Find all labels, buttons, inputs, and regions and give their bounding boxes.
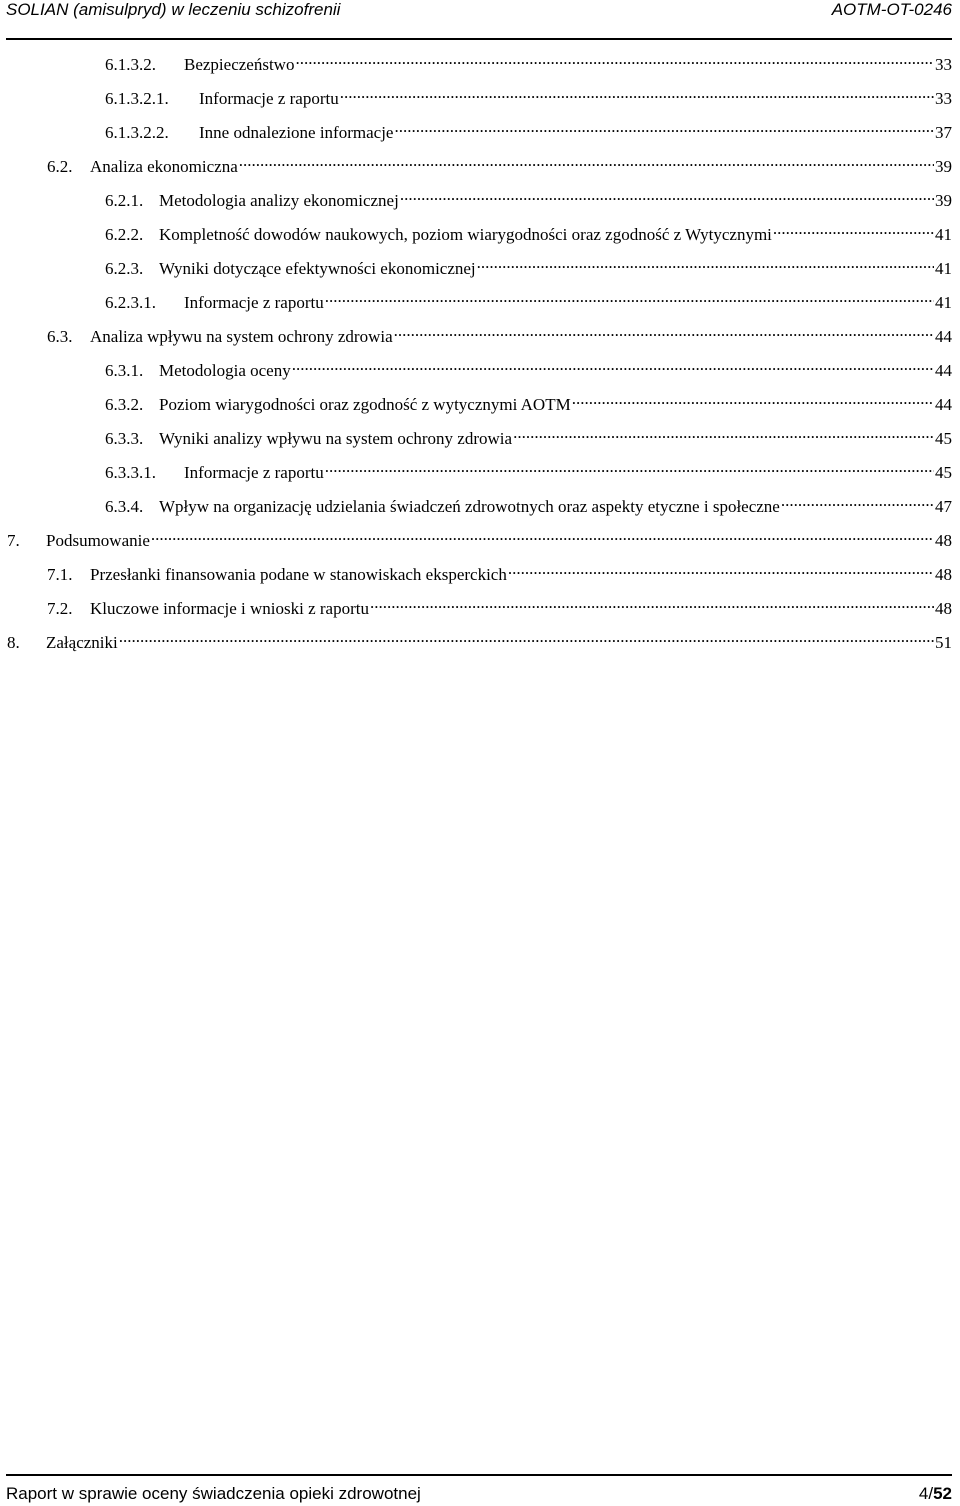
toc-dot-leader bbox=[325, 456, 934, 478]
toc-entry-page: 39 bbox=[935, 191, 952, 210]
toc-entry-number: 6.3.4. bbox=[105, 497, 144, 516]
toc-entry-title: Podsumowanie bbox=[46, 531, 150, 550]
toc-entry-number: 6.3.2. bbox=[105, 395, 144, 414]
toc-entry-page: 44 bbox=[935, 395, 952, 414]
toc-dot-leader bbox=[508, 558, 934, 580]
toc-entry-number: 6.1.3.2.1. bbox=[105, 89, 169, 108]
toc-entry[interactable] bbox=[105, 456, 952, 482]
toc-entry-page: 45 bbox=[935, 429, 952, 448]
toc-entry[interactable] bbox=[7, 626, 952, 652]
toc-entry-number: 6.3.3. bbox=[105, 429, 144, 448]
toc-entry[interactable] bbox=[105, 82, 952, 108]
toc-dot-leader bbox=[295, 48, 934, 70]
toc-entry-page: 48 bbox=[935, 531, 952, 550]
toc-entry-page: 37 bbox=[935, 123, 952, 142]
toc-entry-number: 6.2.2. bbox=[105, 225, 144, 244]
toc-entry-title: Informacje z raportu bbox=[184, 293, 324, 312]
toc-entry[interactable] bbox=[105, 218, 952, 244]
toc-entry-title: Poziom wiarygodności oraz zgodność z wytycznymi AOTM bbox=[159, 395, 571, 414]
toc-entry-number: 6.3.1. bbox=[105, 361, 144, 380]
toc-entry[interactable] bbox=[47, 150, 952, 176]
toc-dot-leader bbox=[572, 388, 934, 410]
toc-dot-leader bbox=[477, 252, 934, 274]
toc-entry-number: 7. bbox=[7, 531, 20, 550]
toc-entry-page: 51 bbox=[935, 633, 952, 652]
toc-entry-page: 45 bbox=[935, 463, 952, 482]
page-separator: / bbox=[928, 1484, 934, 1503]
toc-entry-page: 41 bbox=[935, 225, 952, 244]
toc-entry-number: 6.1.3.2.2. bbox=[105, 123, 169, 142]
toc-dot-leader bbox=[325, 286, 934, 308]
toc-entry-number: 7.2. bbox=[47, 599, 73, 618]
footer-report-title: Raport w sprawie oceny świadczenia opieki zdrowotnej bbox=[6, 1484, 421, 1503]
toc-entry[interactable] bbox=[105, 388, 952, 414]
toc-dot-leader bbox=[239, 150, 934, 172]
toc-entry-title: Kluczowe informacje i wnioski z raportu bbox=[90, 599, 369, 618]
toc-dot-leader bbox=[773, 218, 934, 240]
toc-entry-title: Kompletność dowodów naukowych, poziom wiarygodności oraz zgodność z Wytycznymi bbox=[159, 225, 772, 244]
toc-entry-number: 6.2.3.1. bbox=[105, 293, 156, 312]
toc-entry-title: Inne odnalezione informacje bbox=[199, 123, 394, 142]
toc-entry-page: 47 bbox=[935, 497, 952, 516]
toc-entry[interactable] bbox=[105, 116, 952, 142]
toc-entry-number: 6.2.3. bbox=[105, 259, 144, 278]
toc-entry[interactable] bbox=[105, 286, 952, 312]
toc-entry-title: Przesłanki finansowania podane w stanowiskach eksperckich bbox=[90, 565, 507, 584]
toc-entry-number: 6.1.3.2. bbox=[105, 55, 156, 74]
toc-entry-page: 33 bbox=[935, 89, 952, 108]
toc-entry-page: 41 bbox=[935, 293, 952, 312]
toc-entry[interactable] bbox=[105, 354, 952, 380]
toc-entry-title: Metodologia oceny bbox=[159, 361, 291, 380]
header-doc-code: AOTM-OT-0246 bbox=[831, 0, 952, 19]
toc-entry-title: Bezpieczeństwo bbox=[184, 55, 295, 74]
toc-entry-number: 7.1. bbox=[47, 565, 73, 584]
toc-entry[interactable] bbox=[47, 320, 952, 346]
toc-entry[interactable] bbox=[105, 422, 952, 448]
toc-entry[interactable] bbox=[105, 252, 952, 278]
page-header bbox=[6, 0, 952, 40]
toc-entry-number: 6.2. bbox=[47, 157, 73, 176]
toc-dot-leader bbox=[340, 82, 934, 104]
toc-entry-number: 6.3.3.1. bbox=[105, 463, 156, 482]
toc-entry-page: 48 bbox=[935, 565, 952, 584]
toc-entry[interactable] bbox=[47, 592, 952, 618]
toc-entry[interactable] bbox=[47, 558, 952, 584]
toc-entry-number: 6.2.1. bbox=[105, 191, 144, 210]
toc-entry-title: Analiza ekonomiczna bbox=[90, 157, 238, 176]
toc-entry-page: 41 bbox=[935, 259, 952, 278]
toc-entry-title: Wyniki dotyczące efektywności ekonomicznej bbox=[159, 259, 476, 278]
toc-entry[interactable] bbox=[105, 184, 952, 210]
toc-entry-number: 6.3. bbox=[47, 327, 73, 346]
page-total: 52 bbox=[933, 1484, 952, 1503]
toc-dot-leader bbox=[394, 116, 934, 138]
toc-entry-title: Informacje z raportu bbox=[184, 463, 324, 482]
toc-entry-title: Załączniki bbox=[46, 633, 118, 652]
toc-entry-title: Wpływ na organizację udzielania świadczeń zdrowotnych oraz aspekty etyczne i społeczne bbox=[159, 497, 780, 516]
page-footer bbox=[6, 1474, 952, 1506]
toc-entry-page: 44 bbox=[935, 361, 952, 380]
toc-dot-leader bbox=[151, 524, 934, 546]
toc-dot-leader bbox=[394, 320, 934, 342]
toc-entry-page: 33 bbox=[935, 55, 952, 74]
toc-dot-leader bbox=[400, 184, 934, 206]
toc-dot-leader bbox=[781, 490, 934, 512]
toc-entry-title: Informacje z raportu bbox=[199, 89, 339, 108]
toc-entry-title: Metodologia analizy ekonomicznej bbox=[159, 191, 399, 210]
toc-dot-leader bbox=[292, 354, 934, 376]
toc-dot-leader bbox=[370, 592, 934, 614]
page-current: 4 bbox=[918, 1484, 929, 1503]
toc-entry-page: 44 bbox=[935, 327, 952, 346]
toc-entry-number: 8. bbox=[7, 633, 20, 652]
toc-entry-page: 39 bbox=[935, 157, 952, 176]
toc-entry[interactable] bbox=[7, 524, 952, 550]
page-number bbox=[919, 1484, 952, 1504]
toc-entry-title: Analiza wpływu na system ochrony zdrowia bbox=[90, 327, 393, 346]
toc-dot-leader bbox=[119, 626, 934, 648]
toc-entry[interactable] bbox=[105, 48, 952, 74]
toc-dot-leader bbox=[513, 422, 934, 444]
header-title: SOLIAN (amisulpryd) w leczeniu schizofrenii bbox=[6, 0, 341, 19]
toc-entry-page: 48 bbox=[935, 599, 952, 618]
toc-entry[interactable] bbox=[105, 490, 952, 516]
toc-entry-title: Wyniki analizy wpływu na system ochrony zdrowia bbox=[159, 429, 513, 448]
